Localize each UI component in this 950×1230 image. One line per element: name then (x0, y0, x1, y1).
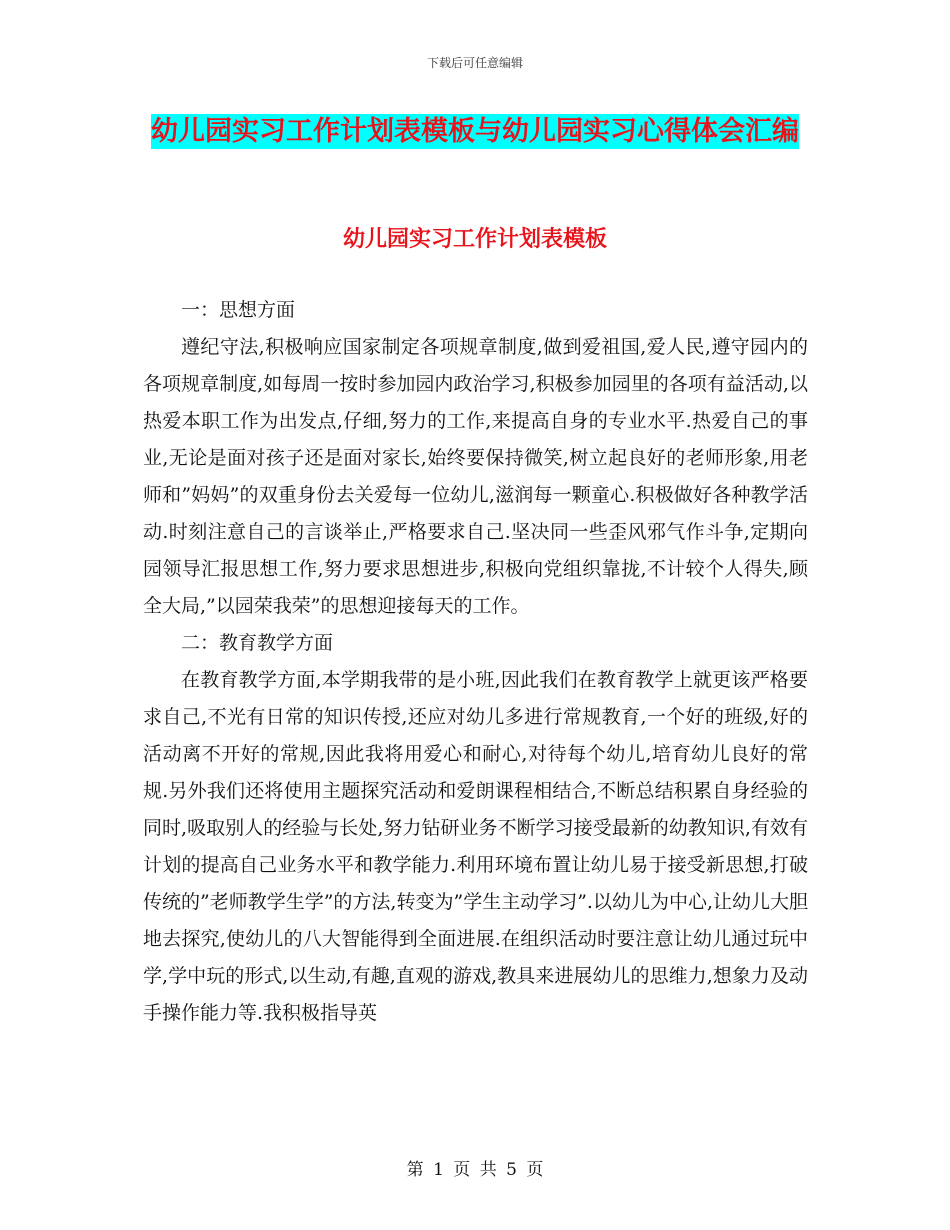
paragraph-heading-teaching: 二：教育教学方面 (181, 632, 334, 654)
download-note: 下载后可任意编辑 (426, 56, 523, 70)
document-title-text: 幼儿园实习工作计划表模板与幼儿园实习心得体会汇编 (151, 116, 799, 147)
section-title: 幼儿园实习工作计划表模板 (342, 227, 607, 252)
paragraph-heading-thought: 一：思想方面 (181, 299, 296, 321)
document-body (143, 292, 808, 1032)
paragraph-thought: 遵纪守法,积极响应国家制定各项规章制度,做到爱祖国,爱人民,遵守园内的各项规章制度,如每周一按时参加园内政治学习,积极参加园里的各项有益活动,以热爱本职工作为出发点,仔细,努力的工作,来提高自身的专业水平.热爱自己的事业,无论是面对孩子还是面对家长,始终要保持微笑,树立起良好的老师形象,用老师和”妈妈”的双重身份去关爱每一位幼儿,滋润每一颗童心.积极做好各种教学活动.时刻注意自己的言谈举止,严格要求自己.坚决同一些歪风邪气作斗争,定期向园领导汇报思想工作,努力要求思想进步,积极向党组织靠拢,不计较个人得失,顾全大局,”以园荣我荣”的思想迎接每天的工作。 (143, 336, 808, 617)
paragraph-teaching: 在教育教学方面,本学期我带的是小班,因此我们在教育教学上就更该严格要求自己,不光有日常的知识传授,还应对幼儿多进行常规教育,一个好的班级,好的活动离不开好的常规,因此我将用爱心和耐心,对待每个幼儿,培育幼儿良好的常规.另外我们还将使用主题探究活动和爱朗课程相结合,不断总结积累自身经验的同时,吸取别人的经验与长处,努力钻研业务不断学习接受最新的幼教知识,有效有计划的提高自己业务水平和教学能力.利用环境布置让幼儿易于接受新思想,打破传统的”老师教学生学”的方法,转变为”学生主动学习”.以幼儿为中心,让幼儿大胆地去探究,使幼儿的八大智能得到全面进展.在组织活动时要注意让幼儿通过玩中学,学中玩的形式,以生动,有趣,直观的游戏,教具来进展幼儿的思维力,想象力及动手操作能力等.我积极指导英 (143, 669, 808, 1024)
document-title (140, 108, 810, 156)
page-number: 第 1 页 共 5 页 (406, 1160, 544, 1180)
